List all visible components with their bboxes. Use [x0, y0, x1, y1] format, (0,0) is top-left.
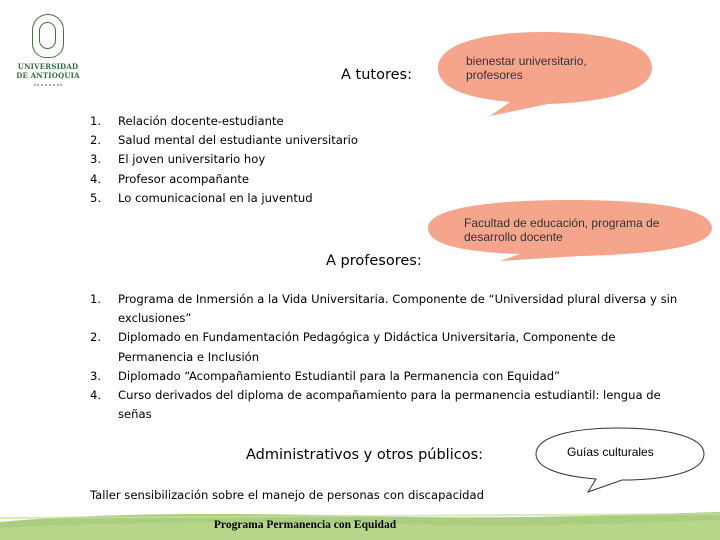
- item-text: El joven universitario hoy: [118, 152, 266, 167]
- university-logo: [16, 14, 80, 92]
- heading-administrativos: Administrativos y otros públicos:: [246, 447, 484, 463]
- logo-line-1: UNIVERSIDAD: [17, 62, 79, 71]
- item-number: 2.: [90, 330, 102, 345]
- item-number: 5.: [90, 190, 102, 205]
- item-number: 4.: [90, 388, 102, 403]
- item-number: 1.: [90, 292, 102, 306]
- callout-guias-text: Guías culturales: [567, 445, 654, 459]
- callout-bienestar-text: bienestar universitario, profesores: [466, 54, 587, 82]
- heading-tutores: A tutores:: [341, 67, 412, 83]
- item-text: Lo comunicacional en la juventud: [118, 190, 313, 205]
- footer-title: Programa Permanencia con Equidad: [213, 519, 397, 531]
- item-number: 1.: [90, 114, 102, 128]
- list-item: [90, 170, 420, 189]
- list-item: [90, 131, 420, 150]
- list-item: [90, 328, 690, 366]
- crest-icon: [32, 14, 64, 58]
- item-number: 4.: [90, 171, 102, 186]
- item-number: 2.: [90, 133, 102, 148]
- list-item: [90, 290, 690, 328]
- item-text: Salud mental del estudiante universitario: [118, 133, 358, 148]
- item-text: Profesor acompañante: [118, 171, 250, 186]
- logo-ornament: [34, 84, 62, 89]
- item-text: Programa de Inmersión a la Vida Universitaria. Componente de “Universidad plural diversa y sin exclusiones”: [118, 292, 678, 326]
- item-text: Relación docente-estudiante: [118, 114, 284, 128]
- item-text: Diplomado “Acompañamiento Estudiantil para la Permanencia con Equidad”: [118, 368, 561, 383]
- item-text: Curso derivados del diploma de acompañamiento para la permanencia estudiantil: lengua de señas: [118, 388, 661, 422]
- list-item: [90, 386, 690, 424]
- administrativos-item: Taller sensibilización sobre el manejo de personas con discapacidad: [90, 488, 484, 502]
- list-item: [90, 367, 690, 386]
- list-item: [90, 150, 420, 169]
- item-text: Diplomado en Fundamentación Pedagógica y Didáctica Universitaria, Componente de Permanencia e Inclusión: [118, 330, 616, 364]
- callout-guias-shape: [530, 424, 710, 494]
- list-tutores: [90, 112, 420, 208]
- list-item: [90, 189, 420, 208]
- list-item: [90, 112, 420, 131]
- list-profesores: [90, 290, 690, 424]
- item-number: 3.: [90, 152, 102, 167]
- heading-profesores: A profesores:: [326, 253, 422, 269]
- logo-line-2: DE ANTIOQUIA: [16, 71, 80, 80]
- callout-facultad-text: Facultad de educación, programa de desarrollo docente: [464, 216, 660, 244]
- item-number: 3.: [90, 368, 102, 383]
